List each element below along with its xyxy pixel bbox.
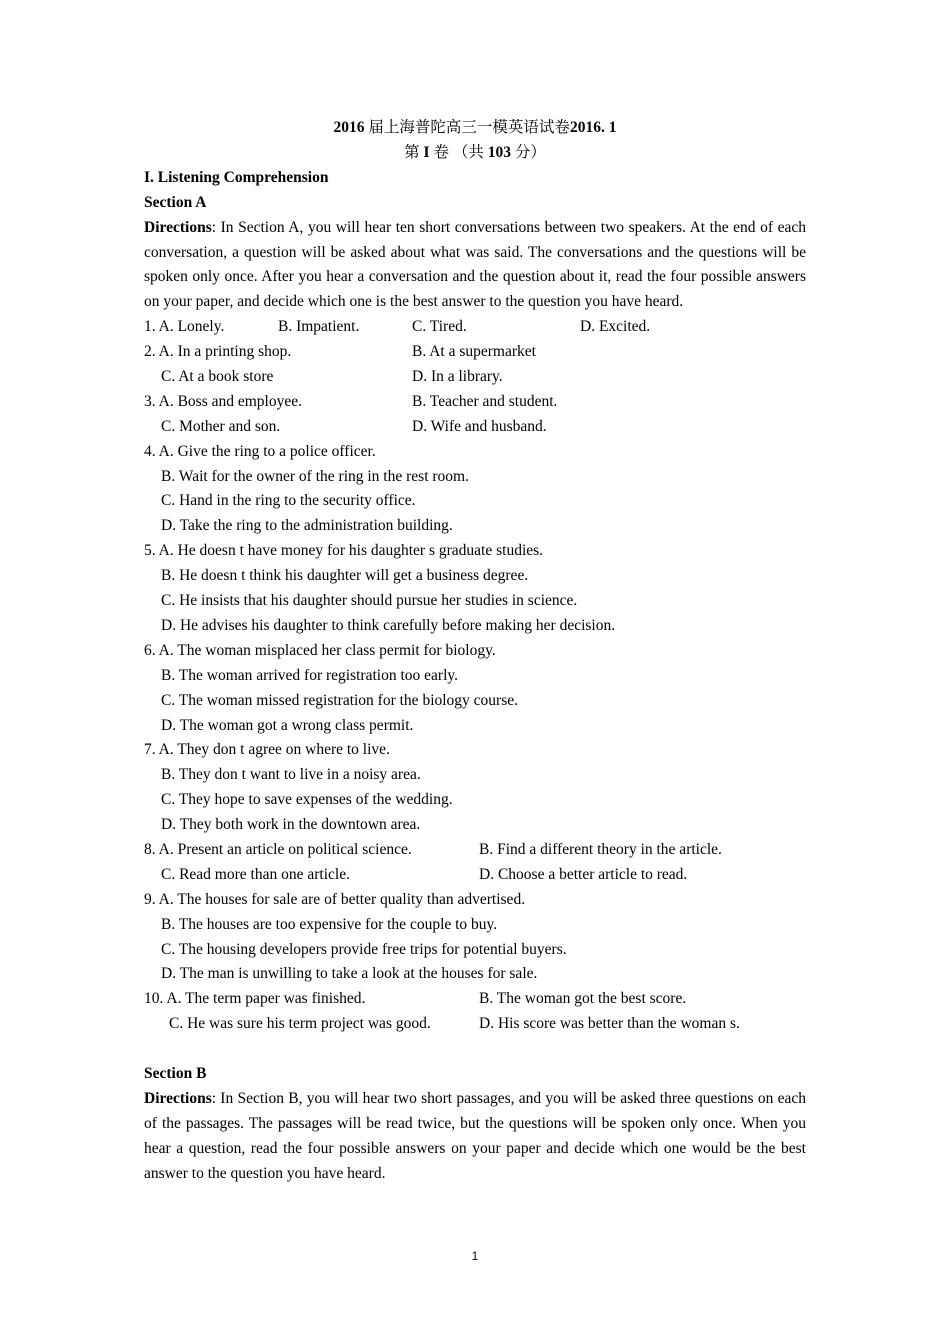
option-d: D. Wife and husband. [412,417,547,435]
question-1 [144,315,806,340]
option-c: C. They hope to save expenses of the wedding. [161,791,453,809]
question-9-b [144,913,806,938]
question-7-d [144,813,806,838]
option-c: C. He was sure his term project was good. [169,1015,431,1033]
option-d: D. In a library. [412,368,503,386]
spacer [144,1037,806,1062]
question-7 [144,738,806,763]
option-b: B. The woman got the best score. [479,990,687,1008]
question-4-c [144,489,806,514]
section-a-heading: Section A [144,193,207,211]
question-6-d [144,714,806,739]
option-c: C. At a book store [161,368,274,386]
title-date: 2016. 1 [569,119,617,136]
question-3-cont [144,415,806,440]
question-5-b [144,564,806,589]
option-a: 2. A. In a printing shop. [144,343,292,361]
option-c: C. Tired. [412,318,467,336]
subtitle-part: 分） [514,143,546,161]
option-b: B. Wait for the owner of the ring in the rest room. [161,467,469,485]
question-5-d [144,614,806,639]
option-b: B. Impatient. [278,318,360,336]
question-2-cont [144,365,806,390]
option-a: 7. A. They don t agree on where to live. [144,741,390,759]
option-b: B. They don t want to live in a noisy area. [161,766,421,784]
option-a: 3. A. Boss and employee. [144,392,302,410]
option-a: 5. A. He doesn t have money for his daughter s graduate studies. [144,542,544,560]
title-text: 届上海普陀高三一模英语试卷 [368,119,570,136]
option-d: D. They both work in the downtown area. [161,816,421,834]
question-7-b [144,763,806,788]
directions-label: Directions [144,218,212,236]
option-d: D. Excited. [580,318,651,336]
exam-page [144,116,806,1187]
option-d: D. Choose a better article to read. [479,865,688,883]
option-c: C. Mother and son. [161,417,281,435]
subtitle-part: 第 [404,143,420,161]
question-6-b [144,664,806,689]
question-5-c [144,589,806,614]
section-b-heading: Section B [144,1064,207,1082]
directions-label: Directions [144,1089,212,1107]
option-c: C. Hand in the ring to the security office. [161,492,416,510]
option-a: 6. A. The woman misplaced her class permit for biology. [144,641,496,659]
option-b: B. The woman arrived for registration too early. [161,666,458,684]
page-number: 1 [471,1249,479,1263]
exam-title [144,116,806,141]
option-a: 4. A. Give the ring to a police officer. [144,442,376,460]
subtitle-score: 103 [487,143,511,161]
question-7-c [144,788,806,813]
option-d: D. Take the ring to the administration building. [161,517,453,535]
question-4 [144,440,806,465]
subtitle-part: 卷 （共 [433,143,484,161]
section-b-directions [144,1087,806,1187]
option-a: 1. A. Lonely. [144,318,225,336]
section-a-directions [144,216,806,316]
option-a: 8. A. Present an article on political science. [144,840,412,858]
option-b: B. The houses are too expensive for the couple to buy. [161,915,498,933]
option-c: C. The woman missed registration for the biology course. [161,691,519,709]
question-8-cont [144,863,806,888]
option-c: C. Read more than one article. [161,865,350,883]
question-9-d [144,962,806,987]
option-d: D. The man is unwilling to take a look at the houses for sale. [161,965,538,983]
option-a: 9. A. The houses for sale are of better quality than advertised. [144,890,526,908]
option-c: C. The housing developers provide free trips for potential buyers. [161,940,567,958]
question-4-b [144,465,806,490]
question-10 [144,987,806,1012]
question-2 [144,340,806,365]
option-b: B. Find a different theory in the article. [479,840,722,858]
option-b: B. At a supermarket [412,343,536,361]
question-9-c [144,938,806,963]
part-heading: I. Listening Comprehension [144,168,329,186]
option-b: B. He doesn t think his daughter will get a business degree. [161,567,529,585]
option-a: 10. A. The term paper was finished. [144,990,366,1008]
option-d: D. The woman got a wrong class permit. [161,716,414,734]
question-6 [144,639,806,664]
question-9 [144,888,806,913]
question-4-d [144,514,806,539]
question-3 [144,390,806,415]
exam-subtitle [144,141,806,166]
option-d: D. His score was better than the woman s. [479,1015,740,1033]
question-10-cont [144,1012,806,1037]
directions-text: : In Section A, you will hear ten short conversations between two speakers. At the end of each conversation, a question will be asked about what was said. The conversations and the questions will be spoken only once. After you hear a conversation and the question about it, read the four possible answers on your paper, and decide which one is the best answer to the question you have heard. [144,218,806,311]
question-5 [144,539,806,564]
title-year: 2016 [333,119,365,136]
directions-text: : In Section B, you will hear two short passages, and you will be asked three questions on each of the passages. The passages will be read twice, but the questions will be spoken only once. When you hear a question, read the four possible answers on your paper and decide which one would be the best answer to the question you have heard. [144,1089,806,1182]
option-b: B. Teacher and student. [412,392,558,410]
question-8 [144,838,806,863]
subtitle-volume: I [423,143,430,161]
option-c: C. He insists that his daughter should pursue her studies in science. [161,592,578,610]
option-d: D. He advises his daughter to think carefully before making her decision. [161,616,616,634]
question-6-c [144,689,806,714]
